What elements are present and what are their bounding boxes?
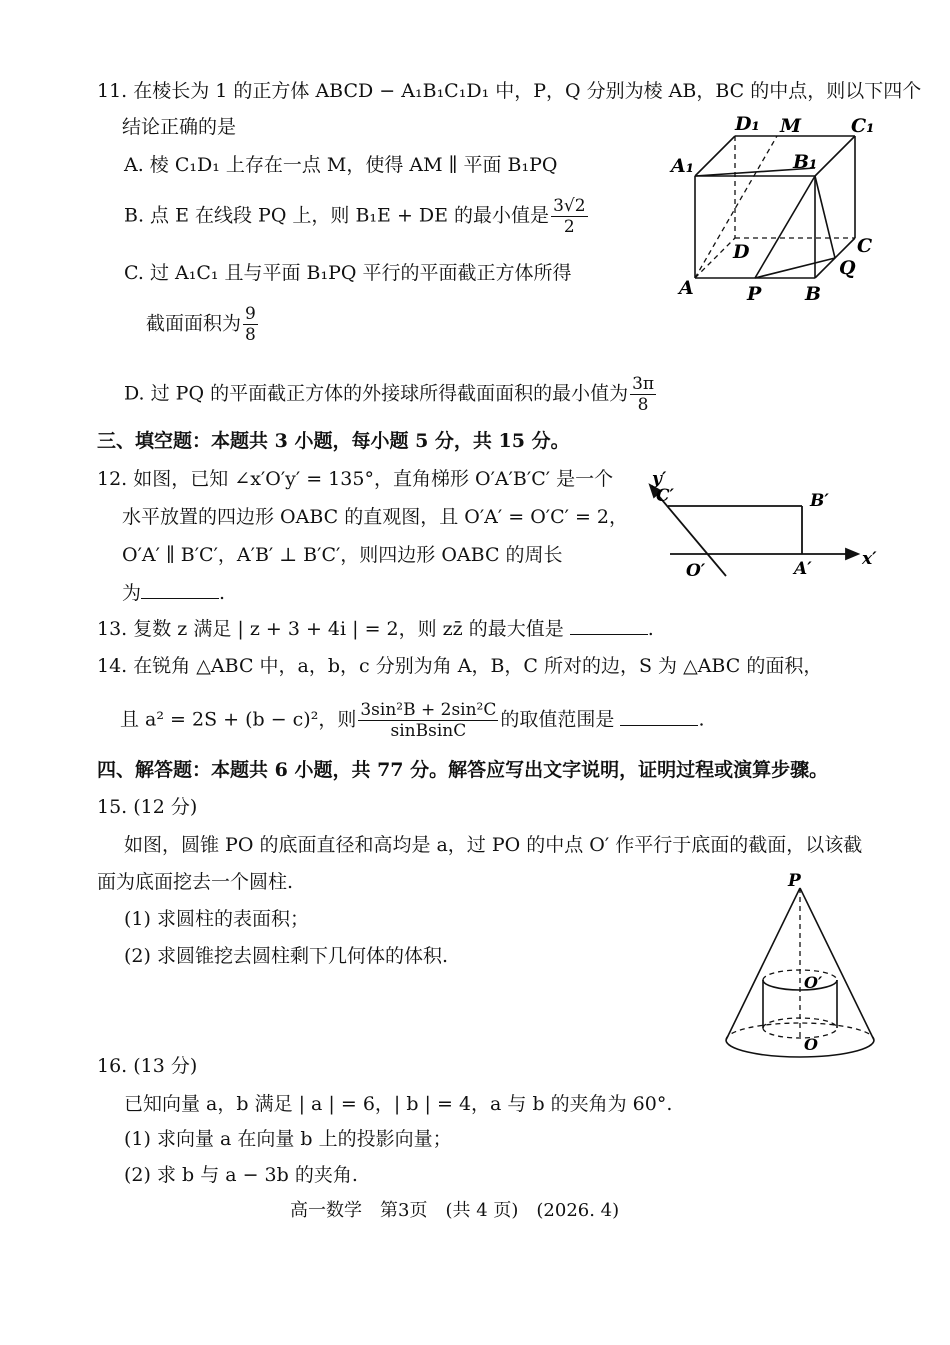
label-d: D <box>733 241 750 263</box>
q11-option-d-text: D. 过 PQ 的平面截正方体的外接球所得截面面积的最小值为 <box>124 382 629 405</box>
q11-option-b-fraction <box>551 196 587 237</box>
label-a: A <box>679 277 694 299</box>
q16-heading: 16. (13 分) <box>97 1055 198 1077</box>
q15-subquestion-1: (1) 求圆柱的表面积； <box>124 908 309 930</box>
q14-line2-post: 的取值范围是 <box>500 708 615 731</box>
q11-option-d <box>124 374 658 415</box>
fraction-numerator: 3π <box>632 374 655 394</box>
label-b-prime: B′ <box>810 491 829 511</box>
label-c-prime: C′ <box>656 486 675 506</box>
q16-subquestion-1: (1) 求向量 a 在向量 b 上的投影向量； <box>124 1128 452 1150</box>
q15-subquestion-2: (2) 求圆锥挖去圆柱剩下几何体的体积. <box>124 945 448 967</box>
section-4-heading: 四、解答题：本题共 6 小题，共 77 分。解答应写出文字说明，证明过程或演算步骤。 <box>97 759 829 781</box>
q13-line <box>97 616 654 642</box>
label-p: P <box>747 283 762 305</box>
q14-answer-blank[interactable] <box>620 707 698 726</box>
trapezoid-figure <box>630 466 890 586</box>
q11-option-b <box>124 196 590 237</box>
q11-option-c-fraction <box>243 304 258 345</box>
fraction-denominator: sinBsinC <box>390 721 467 741</box>
q11-option-d-fraction <box>630 374 656 415</box>
q11-stem-line2: 结论正确的是 <box>122 116 237 138</box>
q11-option-c-line2 <box>146 304 260 345</box>
label-a1: A₁ <box>671 155 695 177</box>
section-3-heading: 三、填空题：本题共 3 小题，每小题 5 分，共 15 分。 <box>97 430 570 452</box>
label-q: Q <box>839 257 856 279</box>
label-b: B <box>805 283 822 305</box>
q12-answer-blank[interactable] <box>141 580 219 599</box>
fraction-denominator: 8 <box>245 325 256 345</box>
cube-figure <box>665 110 885 310</box>
label-a-prime: A′ <box>794 559 812 579</box>
label-c1: C₁ <box>851 115 875 137</box>
q12-line2: 水平放置的四边形 OABC 的直观图，且 O′A′ = O′C′ = 2， <box>122 506 629 528</box>
cone-figure <box>718 868 888 1068</box>
fraction-denominator: 2 <box>563 217 575 237</box>
q14-line2 <box>120 700 705 741</box>
fraction-numerator: 3sin²B + 2sin²C <box>360 700 497 720</box>
fraction-numerator: 9 <box>245 304 256 324</box>
q14-line2-text: 且 a² = 2S + (b − c)²，则 <box>120 708 357 731</box>
q12-line4 <box>122 580 225 606</box>
q13-text: 13. 复数 z 满足 | z + 3 + 4i | = 2，则 zz̄ 的最大值是 <box>97 618 564 640</box>
q12-period: . <box>219 582 226 604</box>
q11-stem-line1: 11. 在棱长为 1 的正方体 ABCD − A₁B₁C₁D₁ 中，P，Q 分别为棱 AB，BC 的中点，则以下四个 <box>97 80 922 102</box>
q12-line4-text: 为 <box>122 582 142 604</box>
label-p-apex: P <box>788 871 801 891</box>
q15-paragraph-line1: 如图，圆锥 PO 的底面直径和高均是 a，过 PO 的中点 O′ 作平行于底面的截面，以该截 <box>124 834 863 856</box>
q11-option-c-line1: C. 过 A₁C₁ 且与平面 B₁PQ 平行的平面截正方体所得 <box>124 262 572 284</box>
q14-line1: 14. 在锐角 △ABC 中，a，b，c 分别为角 A，B，C 所对的边，S 为 △ABC 的面积， <box>97 655 823 677</box>
q15-heading: 15. (12 分) <box>97 796 198 818</box>
q11-option-c-text: 截面面积为 <box>146 312 242 335</box>
label-b1: B₁ <box>793 151 818 173</box>
fraction-numerator: 3√2 <box>553 196 586 216</box>
label-o-prime: O′ <box>686 561 706 581</box>
q13-period: . <box>647 618 654 640</box>
fraction-denominator: 8 <box>637 395 649 415</box>
q15-paragraph-line2: 面为底面挖去一个圆柱. <box>97 871 294 893</box>
q16-subquestion-2: (2) 求 b 与 a − 3b 的夹角. <box>124 1164 358 1186</box>
label-x-axis: x′ <box>862 549 877 569</box>
label-d1: D₁ <box>735 113 760 135</box>
q14-period: . <box>698 708 705 731</box>
q11-option-b-text: B. 点 E 在线段 PQ 上，则 B₁E + DE 的最小值是 <box>124 204 550 227</box>
q16-paragraph: 已知向量 a，b 满足 | a | = 6，| b | = 4，a 与 b 的夹角为 60°. <box>124 1093 673 1115</box>
label-y-axis: y′ <box>652 469 667 489</box>
label-c: C <box>857 235 873 257</box>
label-o: O <box>804 1035 818 1054</box>
q13-answer-blank[interactable] <box>570 616 648 635</box>
q12-line3: O′A′ ∥ B′C′，A′B′ ⊥ B′C′，则四边形 OABC 的周长 <box>122 544 563 566</box>
label-m: M <box>780 115 802 137</box>
q11-option-a: A. 棱 C₁D₁ 上存在一点 M，使得 AM ∥ 平面 B₁PQ <box>124 154 558 176</box>
q14-fraction <box>358 700 498 741</box>
label-o-prime: O′ <box>804 973 823 992</box>
page-footer: 高一数学 第3页 (共 4 页) (2026. 4) <box>290 1200 620 1221</box>
q12-line1: 12. 如图，已知 ∠x′O′y′ = 135°，直角梯形 O′A′B′C′ 是一个 <box>97 468 614 490</box>
